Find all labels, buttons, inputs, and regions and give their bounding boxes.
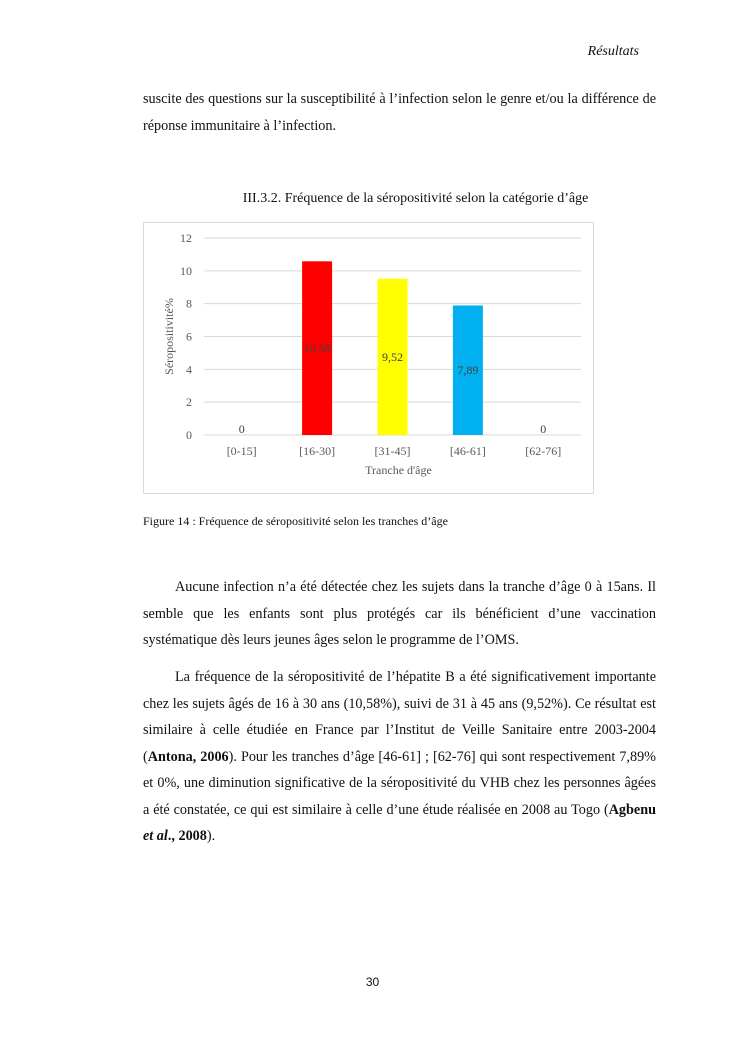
x-tick-label: [46-61] [449, 444, 486, 458]
x-tick-label: [31-45] [374, 444, 411, 458]
paragraph-no-infection: Aucune infection n’a été détectée chez les sujets dans la tranche d’âge 0 à 15ans. Il semble que les enfants sont plus protégés car ils bénéficient d’une vaccination systématique dès leurs jeunes âges selon le programme de l’OMS. [143, 579, 656, 648]
x-tick-label: [62-76] [525, 444, 562, 458]
y-tick-label: 2 [186, 395, 192, 410]
citation-antona: Antona, 2006 [147, 748, 229, 765]
seropositivity-bar-chart [144, 223, 595, 495]
y-tick-label: 0 [186, 428, 192, 442]
paragraph-frequency [143, 664, 656, 850]
y-tick-label: 4 [186, 362, 192, 377]
citation-agbenu: Agbenu et al., 2008 [143, 801, 656, 844]
y-tick-label: 6 [186, 329, 192, 344]
figure-caption: Figure 14 : Fréquence de séropositivité selon les tranches d’âge [143, 514, 448, 528]
intro-paragraph: suscite des questions sur la susceptibilité à l’infection selon le genre et/ou la différence de réponse immunitaire à l’infection. [143, 91, 656, 134]
data-label: 0 [540, 422, 547, 436]
running-header: Résultats [587, 44, 639, 59]
section-title: III.3.2. Fréquence de la séropositivité selon la catégorie d’âge [242, 191, 589, 206]
x-tick-label: [0-15] [226, 444, 257, 458]
y-tick-label: 10 [180, 263, 192, 278]
data-label: 10,58 [303, 341, 331, 356]
x-axis-title: Tranche d'âge [365, 463, 432, 477]
y-tick-label: 12 [180, 231, 192, 245]
paragraph-text: ). [206, 828, 216, 844]
x-tick-label: [16-30] [299, 444, 336, 458]
data-label: 7,89 [457, 363, 479, 378]
data-label: 0 [238, 422, 245, 436]
y-axis-title: Séropositivité% [162, 298, 176, 375]
paragraph-text: La fréquence de la séropositivité de l’hépatite B a été significativement importante chez les sujets âgés de 16 à 30 ans (10,58%), suivi de 31 à 45 ans (9,52%). Ce résultat est similaire à celle étudiée en France par l’Institut de Veille Sanitaire entre 2003-2004 ( [143, 669, 656, 765]
page-number: 30 [365, 975, 380, 989]
paragraph-text: ). Pour les tranches d’âge [46-61] ; [62-76] qui sont respectivement 7,89% et 0%, une diminution significative de la séropositivité du VHB chez les personnes âgées a été constatée, ce qui est similaire à celle d’une étude réalisée en 2008 au Togo ( [143, 748, 656, 818]
chart-frame [143, 222, 594, 494]
y-tick-label: 8 [186, 296, 192, 311]
data-label: 9,52 [382, 349, 403, 364]
